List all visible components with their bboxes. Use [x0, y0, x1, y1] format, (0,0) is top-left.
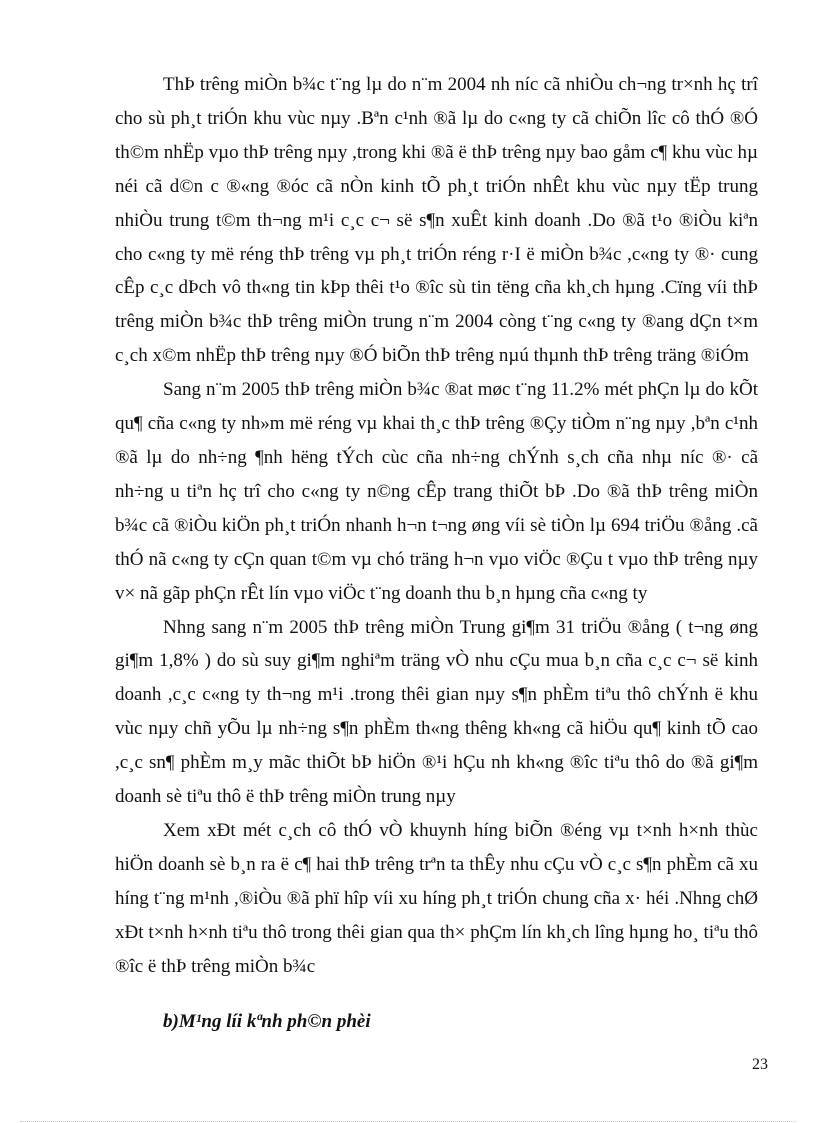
section-heading: b)M¹ng líi kªnh ph©n phèi — [163, 1011, 371, 1032]
page-number: 23 — [752, 1056, 768, 1073]
body-text — [115, 68, 758, 983]
footer-divider — [20, 1121, 796, 1122]
paragraph-2: Sang n¨m 2005 thÞ trêng miÒn b¾c ®at møc t¨ng 11.2% mét phÇn lµ do kÕt qu¶ cña c«ng ty nh»m më réng vµ khai th¸c thÞ trêng ®Çy tiÒm n¨ng nµy ,bªn c¹nh ®ã lµ do nh÷ng ¶nh hëng tÝch cùc cña nh÷ng chÝnh s¸ch cña nhµ níc ®· cã nh÷ng u tiªn hç trî cho c«ng ty n©ng cÊp trang thiÕt bÞ .Do ®ã thÞ trêng miÒn b¾c cã ®iÒu kiÖn ph¸t triÓn nhanh h¬n t¬ng øng víi sè tiÒn lµ 694 triÖu ®ång .cã thÓ nã c«ng ty cÇn quan t©m vµ chó träng h¬n vµo viÖc ®Çu t vµo thÞ trêng nµy v× nã gãp phÇn rÊt lín vµo viÖc t¨ng doanh thu b¸n hµng cña c«ng ty — [115, 379, 758, 604]
paragraph-1: ThÞ trêng miÒn b¾c t¨ng lµ do n¨m 2004 nh níc cã nhiÒu ch¬ng tr×nh hç trî cho sù ph¸t triÓn khu vùc nµy .Bªn c¹nh ®ã lµ do c«ng ty cã chiÕn lîc cô thÓ ®Ó th©m nhËp vµo thÞ trêng nµy ,trong khi ®ã ë thÞ trêng nµy bao gåm c¶ khu vùc hµ néi cã d©n c ®«ng ®óc cã nÒn kinh tÕ ph¸t triÓn nhÊt khu vùc nµy tËp trung nhiÒu trung t©m th¬ng m¹i c¸c c¬ së s¶n xuÊt kinh doanh .Do ®ã t¹o ®iÒu kiªn cho c«ng ty më réng thÞ trêng vµ ph¸t triÓn réng r·I ë miÒn b¾c ,c«ng ty ®· cung cÊp c¸c dÞch vô th«ng tin kÞp thêi t¹o ®îc sù tin tëng cña kh¸ch hµng .Cïng víi thÞ trêng miÒn b¾c thÞ trêng miÒn trung n¨m 2004 còng t¨ng c«ng ty ®ang dÇn t×m c¸ch x©m nhËp thÞ trêng nµy ®Ó biÕn thÞ trêng nµú thµnh thÞ trêng träng ®iÓm — [115, 74, 758, 367]
paragraph-3: Nhng sang n¨m 2005 thÞ trêng miÒn Trung gi¶m 31 triÖu ®ång ( t¬ng øng gi¶m 1,8% ) do sù suy gi¶m nghiªm träng vÒ nhu cÇu mua b¸n cña c¸c c¬ së kinh doanh ,c¸c c«ng ty th¬ng m¹i .trong thêi gian nµy s¶n phÈm tiªu thô chÝnh ë khu vùc nµy chñ yÕu lµ nh÷ng s¶n phÈm th«ng thêng kh«ng cã hiÖu qu¶ kinh tÕ cao ,c¸c sn¶ phÈm m¸y mãc thiÕt bÞ hiÖn ®¹i hÇu nh kh«ng ®îc tiªu thô do ®ã gi¶m doanh sè tiªu thô ë thÞ trêng miÒn trung nµy — [115, 616, 758, 808]
paragraph-4: Xem xÐt mét c¸ch cô thÓ vÒ khuynh híng biÕn ®éng vµ t×nh h×nh thùc hiÖn doanh sè b¸n ra ë c¶ hai thÞ trêng trªn ta thÊy nhu cÇu vÒ c¸c s¶n phÈm cã xu híng t¨ng m¹nh ,®iÒu ®ã phï hîp víi xu híng ph¸t triÓn chung cña x· héi .Nhng chØ xÐt t×nh h×nh tiªu thô trong thêi gian qua th× phÇm lín kh¸ch lîng hµng ho¸ tiªu thô ®îc ë thÞ trêng miÒn b¾c — [115, 819, 758, 977]
